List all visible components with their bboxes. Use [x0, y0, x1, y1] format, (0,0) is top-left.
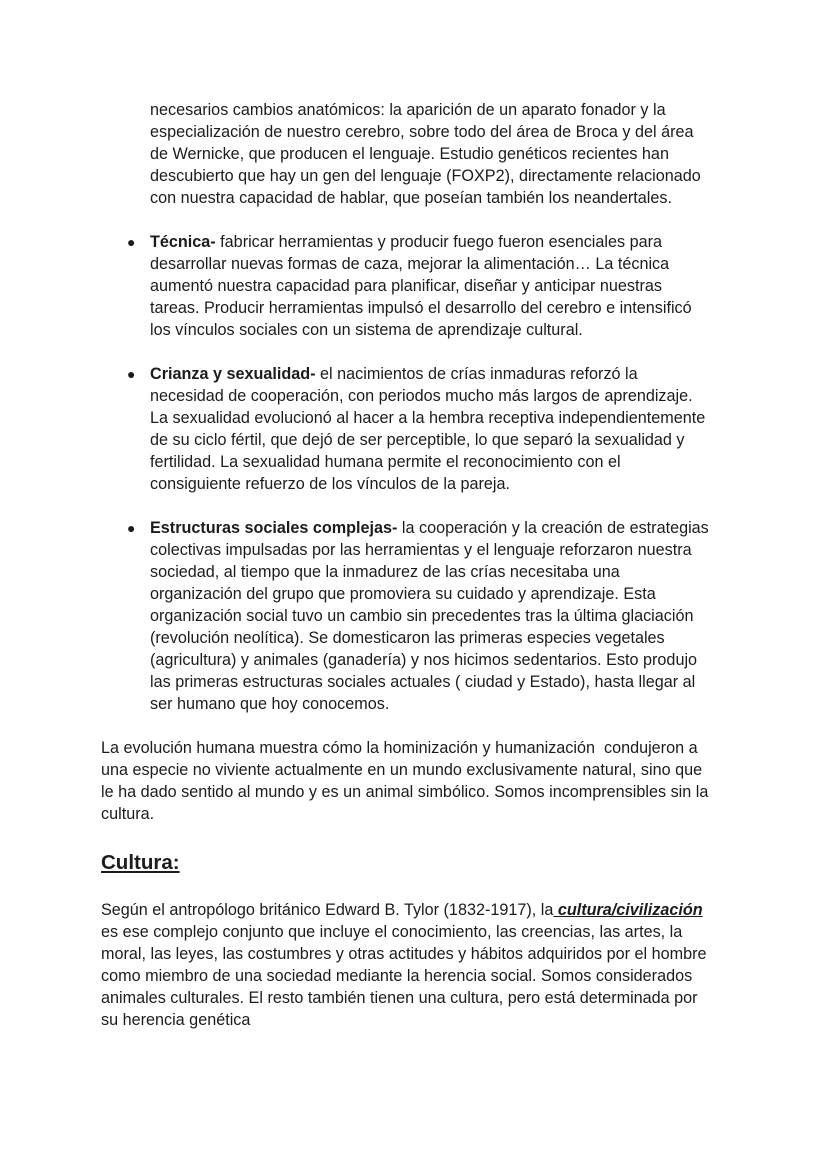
bullet-marker: ● [127, 234, 136, 250]
text-line: su herencia genética [101, 1011, 251, 1029]
intro-continuation-paragraph [150, 99, 790, 209]
bullet-first-line-text: el nacimientos de crías inmaduras reforzó la [315, 365, 638, 383]
bullet-first-line-text: la cooperación y la creación de estrategias [397, 519, 709, 537]
text-line: fertilidad. La sexualidad humana permite el reconocimiento con el [150, 453, 621, 471]
text-line: ser humano que hoy conocemos. [150, 695, 390, 713]
conclusion-paragraph [101, 737, 761, 825]
text-line: (agricultura) y animales (ganadería) y nos hicimos sedentarios. Esto produjo [150, 651, 698, 669]
bullet-first-line-text: fabricar herramientas y producir fuego fueron esenciales para [215, 233, 662, 251]
bullet-marker: ● [127, 366, 136, 382]
bullet-first-line [150, 231, 790, 253]
text-line: La evolución humana muestra cómo la hominización y humanización condujeron a [101, 739, 698, 757]
text-line: es ese complejo conjunto que incluye el conocimiento, las creencias, las artes, la [101, 923, 683, 941]
bullet-term: Crianza y sexualidad- [150, 365, 316, 383]
bullet-first-line [150, 517, 790, 539]
bullet-term: Estructuras sociales complejas- [150, 519, 398, 537]
bullet-item-crianza [150, 363, 790, 495]
text-line: colectivas impulsadas por las herramientas y el lenguaje reforzaron nuestra [150, 541, 692, 559]
text-line: organización del grupo que promoviera su cuidado y aprendizaje. Esta [150, 585, 656, 603]
bullet-marker: ● [127, 520, 136, 536]
culture-definition-term: cultura/civilización [553, 901, 703, 919]
text-line: con nuestra capacidad de hablar, que poseían también los neandertales. [150, 189, 672, 207]
text-line: desarrollar nuevas formas de caza, mejorar la alimentación… La técnica [150, 255, 670, 273]
text-line: (revolución neolítica). Se domesticaron las primeras especies vegetales [150, 629, 665, 647]
text-line: las primeras estructuras sociales actuales ( ciudad y Estado), hasta llegar al [150, 673, 696, 691]
culture-first-line-text: Según el antropólogo británico Edward B. Tylor (1832-1917), la [101, 901, 554, 919]
text-line: organización social tuvo un cambio sin precedentes tras la última glaciación [150, 607, 694, 625]
text-line: especialización de nuestro cerebro, sobre todo del área de Broca y del área [150, 123, 694, 141]
bullet-item-tecnica [150, 231, 790, 341]
text-line: moral, las leyes, las costumbres y otras actitudes y hábitos adquiridos por el hombre [101, 945, 707, 963]
bullet-term: Técnica- [150, 233, 216, 251]
text-line: le ha dado sentido al mundo y es un animal simbólico. Somos incomprensibles sin la [101, 783, 709, 801]
bullet-item-estructuras [150, 517, 790, 715]
text-line: los vínculos sociales con un sistema de aprendizaje cultural. [150, 321, 583, 339]
text-line: como miembro de una sociedad mediante la herencia social. Somos considerados [101, 967, 693, 985]
text-line: consiguiente refuerzo de los vínculos de la pareja. [150, 475, 510, 493]
text-line: tareas. Producir herramientas impulsó el desarrollo del cerebro e intensificó [150, 299, 692, 317]
text-line: sociedad, al tiempo que la inmadurez de las crías necesitaba una [150, 563, 620, 581]
text-line: de Wernicke, que producen el lenguaje. Estudio genéticos recientes han [150, 145, 669, 163]
text-line: una especie no viviente actualmente en un mundo exclusivamente natural, sino que [101, 761, 703, 779]
text-line: cultura. [101, 805, 155, 823]
text-line: de su ciclo fértil, que dejó de ser perceptible, lo que separó la sexualidad y [150, 431, 685, 449]
text-line: animales culturales. El resto también tienen una cultura, pero está determinada por [101, 989, 698, 1007]
text-line: necesidad de cooperación, con periodos mucho más largos de aprendizaje. [150, 387, 693, 405]
text-line: aumentó nuestra capacidad para planificar, diseñar y anticipar nuestras [150, 277, 663, 295]
culture-paragraph [101, 899, 761, 1031]
text-line: necesarios cambios anatómicos: la aparición de un aparato fonador y la [150, 101, 666, 119]
text-line: descubierto que hay un gen del lenguaje (FOXP2), directamente relacionado [150, 167, 701, 185]
culture-first-line [101, 899, 761, 921]
text-line: La sexualidad evolucionó al hacer a la hembra receptiva independientemente [150, 409, 706, 427]
section-heading-cultura: Cultura: [101, 851, 180, 874]
bullet-first-line [150, 363, 790, 385]
